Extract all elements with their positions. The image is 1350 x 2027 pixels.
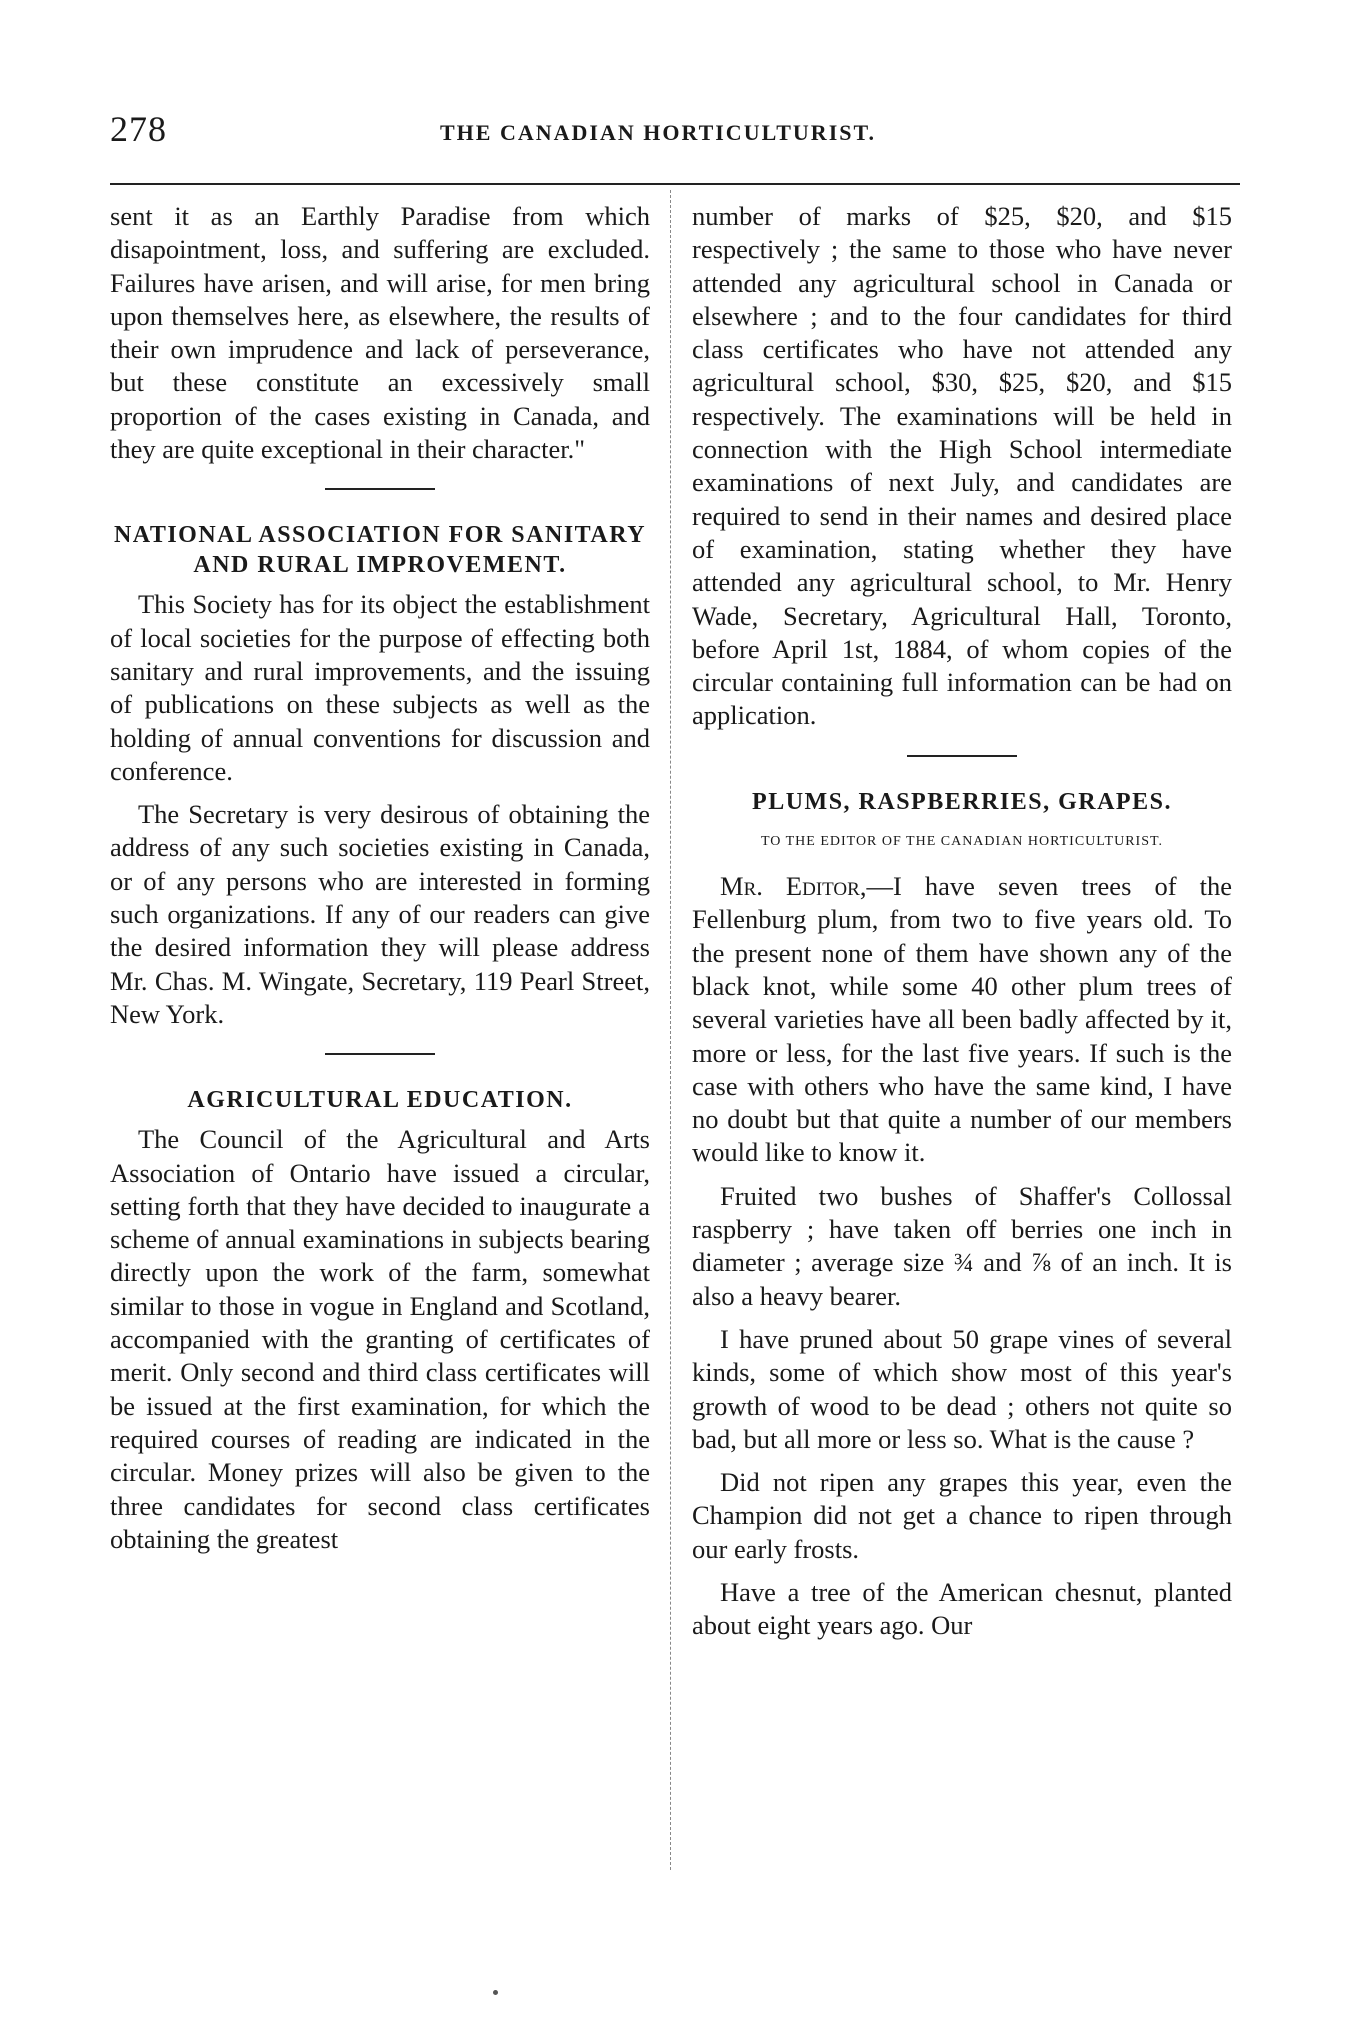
running-title: THE CANADIAN HORTICULTURIST. — [440, 120, 877, 145]
paragraph: Have a tree of the American chesnut, planted about eight years ago. Our — [692, 1576, 1232, 1641]
paragraph: The Council of the Agricultural and Arts Association of Ontario have issued a circular, setting forth that they have decided to inaugurate a scheme of annual examinations in subjects bearing directly upon the work of the farm, somewhat similar to those in vogue in England and Scotland, accompanied with the granting of certificates of merit. Only second and third class certificates will be issued at the first examination, for which the required courses of reading are indicated in the circular. Money prizes will also be given to the three candidates for second class certificates obtaining the greatest — [110, 1124, 650, 1554]
paragraph — [692, 870, 1232, 1170]
section-divider — [907, 755, 1017, 757]
page-number: 278 — [110, 109, 167, 149]
paragraph: This Society has for its object the establishment of local societies for the purpose of effecting both sanitary and rural improvements, and the issuing of publications on these subjects as well as the holding of annual conventions for discussion and conference. — [110, 589, 650, 786]
section-divider — [325, 488, 435, 490]
paragraph: I have pruned about 50 grape vines of several kinds, some of which show most of this year's growth of wood to be dead ; others not quite so bad, but all more or less so. What is the cause ? — [692, 1323, 1232, 1454]
letter-opening: Mr. Editor, — [720, 871, 867, 902]
page-header — [110, 108, 1240, 158]
section-divider — [325, 1053, 435, 1055]
paragraph: Fruited two bushes of Shaffer's Collossal raspberry ; have taken off berries one inch in diameter ; average size ¾ and ⅞ of an inch. It is also a heavy bearer. — [692, 1180, 1232, 1311]
column-divider — [670, 190, 671, 1870]
letter-salutation: TO THE EDITOR OF THE CANADIAN HORTICULTURIST. — [760, 833, 1164, 849]
left-column — [110, 200, 650, 1566]
paragraph: Did not ripen any grapes this year, even the Champion did not get a chance to ripen through our early frosts. — [692, 1467, 1232, 1564]
paragraph-text: —I have seven trees of the Fellenburg plum, from two to five years old. To the present none of them have shown any of the black knot, while some 40 other plum trees of several varieties have all been badly affected by it, more or less, for the last five years. If such is the case with others who have the same kind, I have no doubt but that quite a number of our members would like to know it. — [692, 871, 1232, 1168]
section-heading: PLUMS, RASPBERRIES, GRAPES. — [752, 788, 1172, 815]
section-heading: NATIONAL ASSOCIATION FOR SANITARY AND RURAL IMPROVEMENT. — [113, 522, 647, 579]
header-rule — [110, 183, 1240, 185]
right-column — [692, 200, 1232, 1653]
section-heading: AGRICULTURAL EDUCATION. — [187, 1087, 573, 1114]
print-speck — [493, 1990, 498, 1995]
paragraph: number of marks of $25, $20, and $15 respectively ; the same to those who have never attended any agricultural school in Canada or elsewhere ; and to the four candidates for third class certificates who have not attended any agricultural school, $30, $25, $20, and $15 respectively. The examinations will be held in connection with the High School intermediate examinations of next July, and candidates are required to send in their names and desired place of examination, stating whether they have attended any agricultural school, to Mr. Henry Wade, Secretary, Agricultural Hall, Toronto, before April 1st, 1884, of whom copies of the circular containing full information can be had on application. — [692, 201, 1232, 731]
paragraph: The Secretary is very desirous of obtaining the address of any such societies existing in Canada, or of any persons who are interested in forming such organizations. If any of our readers can give the desired information they will please address Mr. Chas. M. Wingate, Secretary, 119 Pearl Street, New York. — [110, 799, 650, 1029]
paragraph: sent it as an Earthly Paradise from which disapointment, loss, and suffering are excluded. Failures have arisen, and will arise, for men bring upon themselves here, as elsewhere, the results of their own imprudence and lack of perseverance, but these constitute an excessively small proportion of the cases existing in Canada, and they are quite exceptional in their character." — [110, 201, 650, 465]
